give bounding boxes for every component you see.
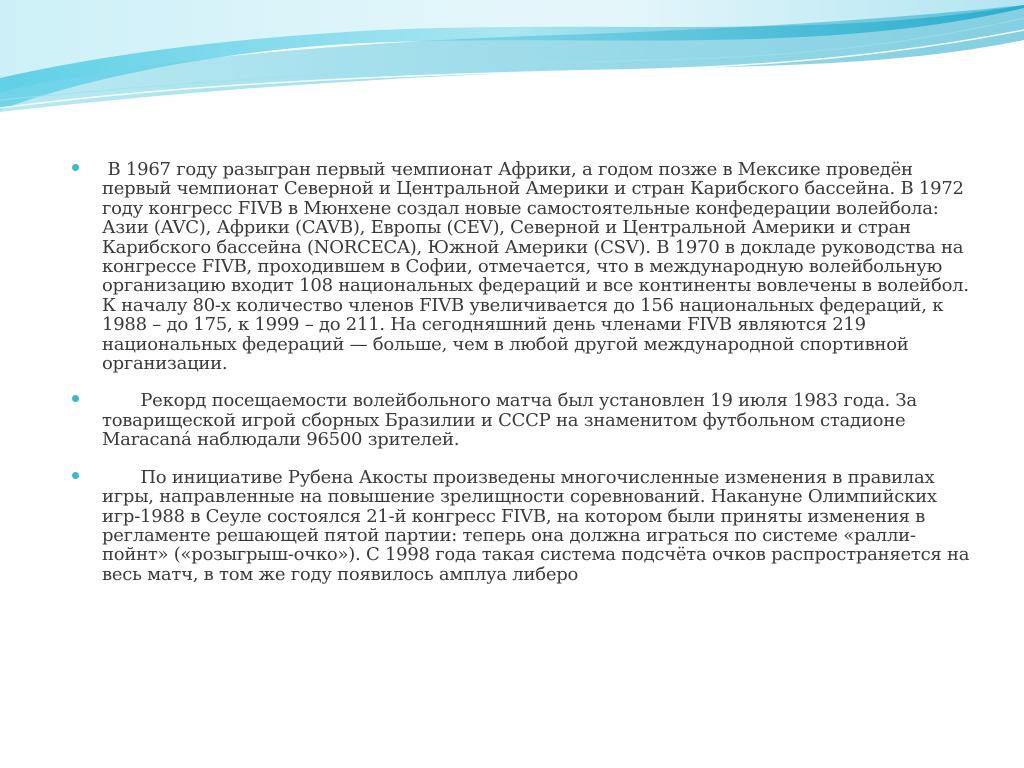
bullet-list xyxy=(72,159,975,602)
bullet-text: Рекорд посещаемости волейбольного матча был установлен 19 июля 1983 года. За товарищеской игрой сборных Бразилии и СССР на знаменитом футбольном стадионе Maracaná наблюдали 96500 зрителей. xyxy=(102,390,923,451)
bullet-icon xyxy=(72,395,79,402)
bullet-text: В 1967 году разыгран первый чемпионат Африки, а годом позже в Мексике проведён первый чемпионат Северной и Центральной Америки и стран Карибского бассейна. В 1972 году конгресс FIVB в Мюнхене создал новые самостоятельные конфедерации волейбола: Азии (AVC), Африки (CAVB), Европы (CEV), Северной и Центральной Америки и стран Карибского бассейна (NORCECA), Южной Америки (CSV). В 1970 в докладе руководства на конгрессе FIVB, проходившем в Софии, отмечается, что в международную волейбольную организацию входит 108 национальных федераций и все континенты вовлечены в волейбол. К началу 80-х количество членов FIVB увеличивается до 156 национальных федераций, к 1988 – до 175, к 1999 – до 211. На сегодняшний день членами FIVB являются 219 национальных федераций — больше, чем в любой другой международной спортивной организации. xyxy=(102,159,975,375)
bullet-text: По инициативе Рубена Акосты произведены многочисленные изменения в правилах игры, направленные на повышение зрелищности соревнований. Накануне Олимпийских игр-1988 в Сеуле состоялся 21-й конгресс FIVB, на котором были приняты изменения в регламенте решающей пятой партии: теперь она должна играться по системе «ралли-пойнт» («розыгрыш-очко»). С 1998 года такая система подсчёта очков распространяется на весь матч, в том же году появилось амплуа либеро xyxy=(102,466,975,585)
bullet-icon xyxy=(72,164,79,171)
bullet-icon xyxy=(72,472,79,479)
wave-header-decoration xyxy=(0,0,1024,130)
list-item xyxy=(72,159,975,375)
list-item xyxy=(72,391,972,449)
list-item xyxy=(72,466,975,585)
